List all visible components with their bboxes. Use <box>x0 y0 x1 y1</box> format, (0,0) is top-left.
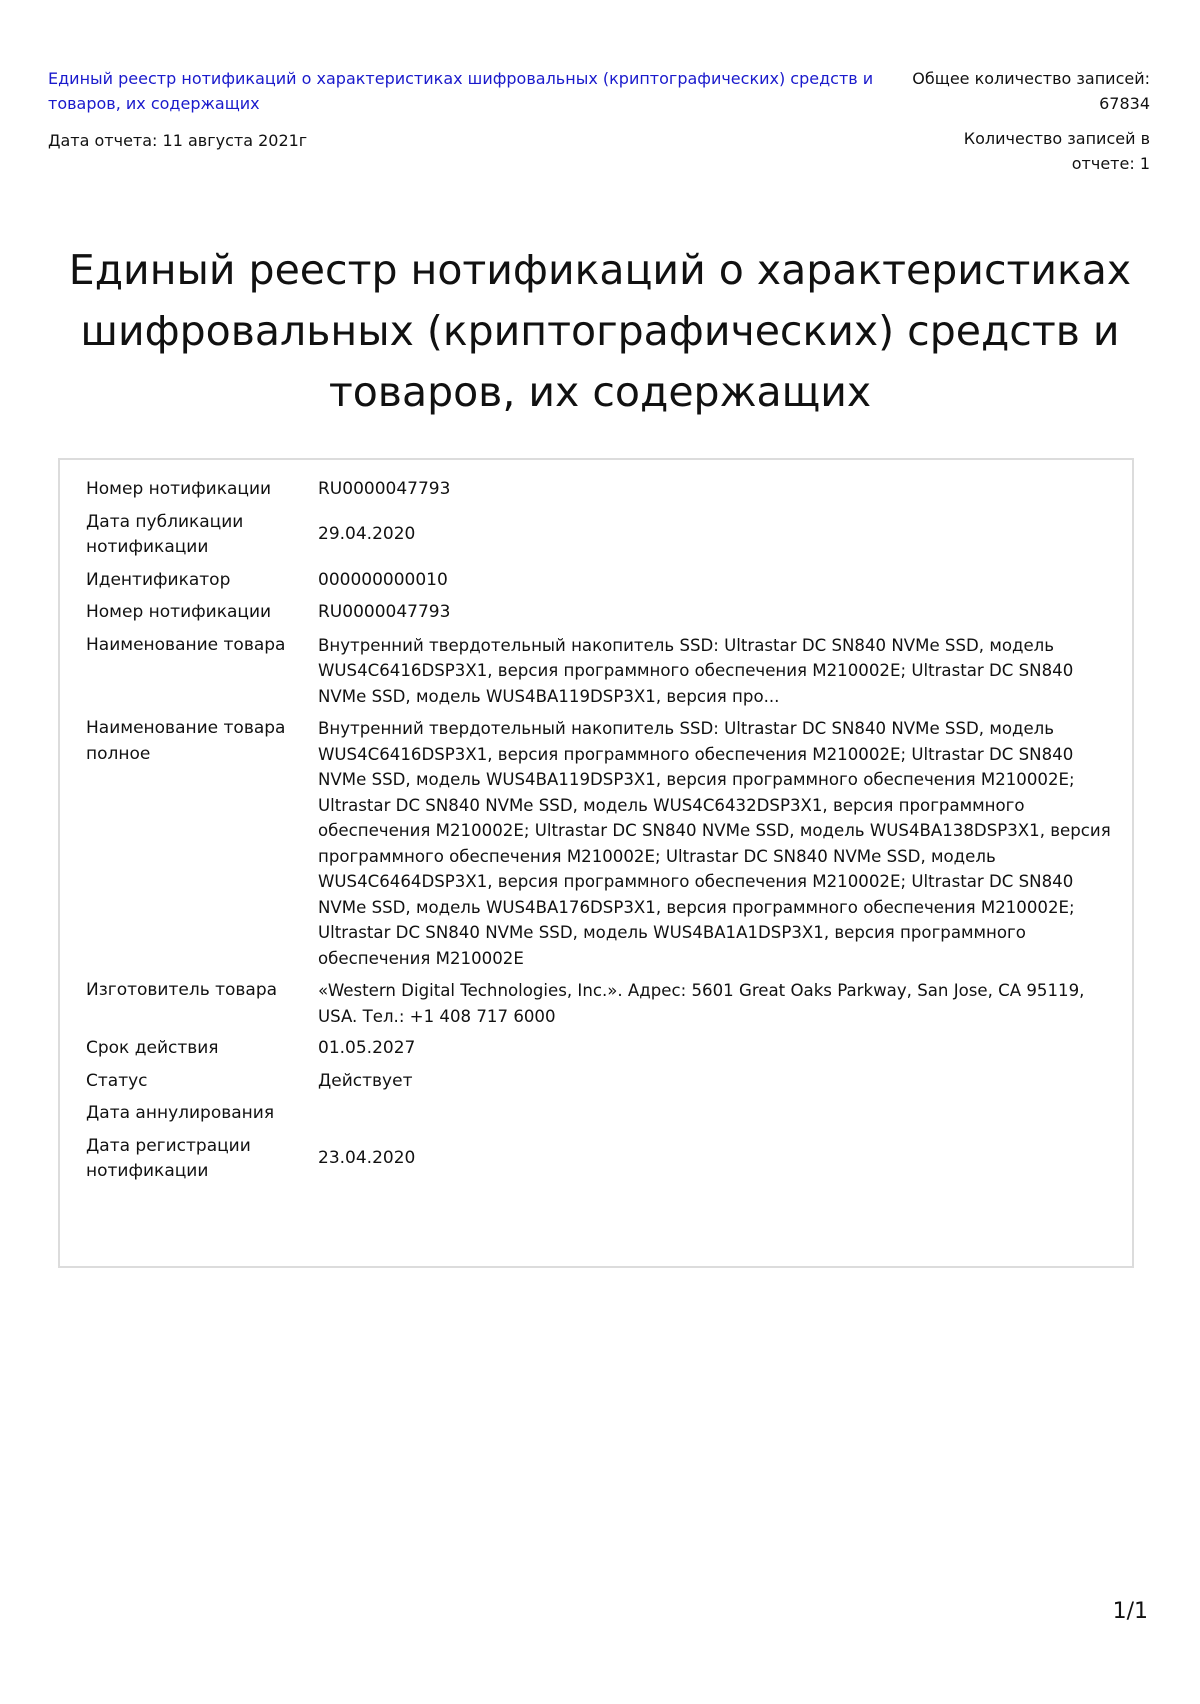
field-value: Внутренний твердотельный накопитель SSD: Ultrastar DC SN840 NVMe SSD, модель WUS4C6416DSP3X1, версия программного обеспечения M210002E; Ultrastar DC SN840 NVMe SSD, модель WUS4BA119DSP3X1, версия программного обеспечения M210002E; Ultrastar DC SN840 NVMe SSD, модель WUS4C6432DSP3X1, версия программного обеспечения M210002E; Ultrastar DC SN840 NVMe SSD, модель WUS4BA138DSP3X1, версия программного обеспечения M210002E; Ultrastar DC SN840 NVMe SSD, модель WUS4C6464DSP3X1, версия программного обеспечения M210002E; Ultrastar DC SN840 NVMe SSD, модель WUS4BA176DSP3X1, версия программного обеспечения M210002E; Ultrastar DC SN840 NVMe SSD, модель WUS4BA1A1DSP3X1, версия программного обеспечения M210002E <box>318 719 1111 968</box>
field-label: Изготовитель товара <box>86 980 278 1000</box>
record-count-block <box>890 66 1150 176</box>
field-value: «Western Digital Technologies, Inc.». Адрес: 5601 Great Oaks Parkway, San Jose, CA 95119, USA. Тел.: +1 408 717 6000 <box>318 981 1085 1026</box>
record-table <box>86 474 1126 1189</box>
report-date: Дата отчета: 11 августа 2021г <box>48 131 308 150</box>
field-label: Дата аннулирования <box>86 1103 275 1123</box>
report-records-value: отчете: 1 <box>1071 154 1150 173</box>
report-records-label: Количество записей в <box>963 129 1150 148</box>
table-row <box>86 565 1126 598</box>
table-row <box>86 713 1126 975</box>
table-row <box>86 1033 1126 1066</box>
field-label: Номер нотификации <box>86 602 272 622</box>
table-row <box>86 597 1126 630</box>
field-label: Наименование товара полное <box>86 718 286 764</box>
field-label: Дата регистрации нотификации <box>86 1135 251 1181</box>
field-value: 000000000010 <box>318 569 448 590</box>
field-value: 01.05.2027 <box>318 1038 416 1058</box>
field-value <box>318 1098 1126 1131</box>
field-label: Номер нотификации <box>86 479 272 499</box>
total-records-value: 67834 <box>1099 94 1150 113</box>
page-title: Единый реестр нотификаций о характеристиках шифровальных (криптографических) средств и товаров, их содержащих <box>68 246 1132 416</box>
table-row <box>86 507 1126 565</box>
field-value: RU0000047793 <box>318 602 451 622</box>
table-row <box>86 630 1126 714</box>
field-value: Внутренний твердотельный накопитель SSD: Ultrastar DC SN840 NVMe SSD, модель WUS4C6416DSP3X1, версия программного обеспечения M210002E; Ultrastar DC SN840 NVMe SSD, модель WUS4BA119DSP3X1, версия про... <box>318 635 1074 706</box>
field-value: RU0000047793 <box>318 479 451 499</box>
table-row <box>86 1131 1126 1189</box>
field-value: 29.04.2020 <box>318 524 416 545</box>
field-label: Идентификатор <box>86 569 231 590</box>
total-records-label: Общее количество записей: <box>912 69 1150 88</box>
field-label: Дата публикации нотификации <box>86 511 244 557</box>
field-label: Срок действия <box>86 1038 219 1058</box>
page-number: 1/1 <box>1112 1599 1148 1624</box>
table-row <box>86 1066 1126 1099</box>
registry-link[interactable]: Единый реестр нотификаций о характеристиках шифровальных (криптографических) средств и товаров, их содержащих <box>48 69 874 113</box>
field-label: Наименование товара <box>86 634 286 655</box>
field-value: Действует <box>318 1070 413 1091</box>
record-card <box>58 458 1134 1268</box>
table-row <box>86 1098 1126 1131</box>
field-label: Статус <box>86 1070 148 1091</box>
table-row <box>86 975 1126 1033</box>
field-value: 23.04.2020 <box>318 1148 416 1169</box>
table-row <box>86 474 1126 507</box>
